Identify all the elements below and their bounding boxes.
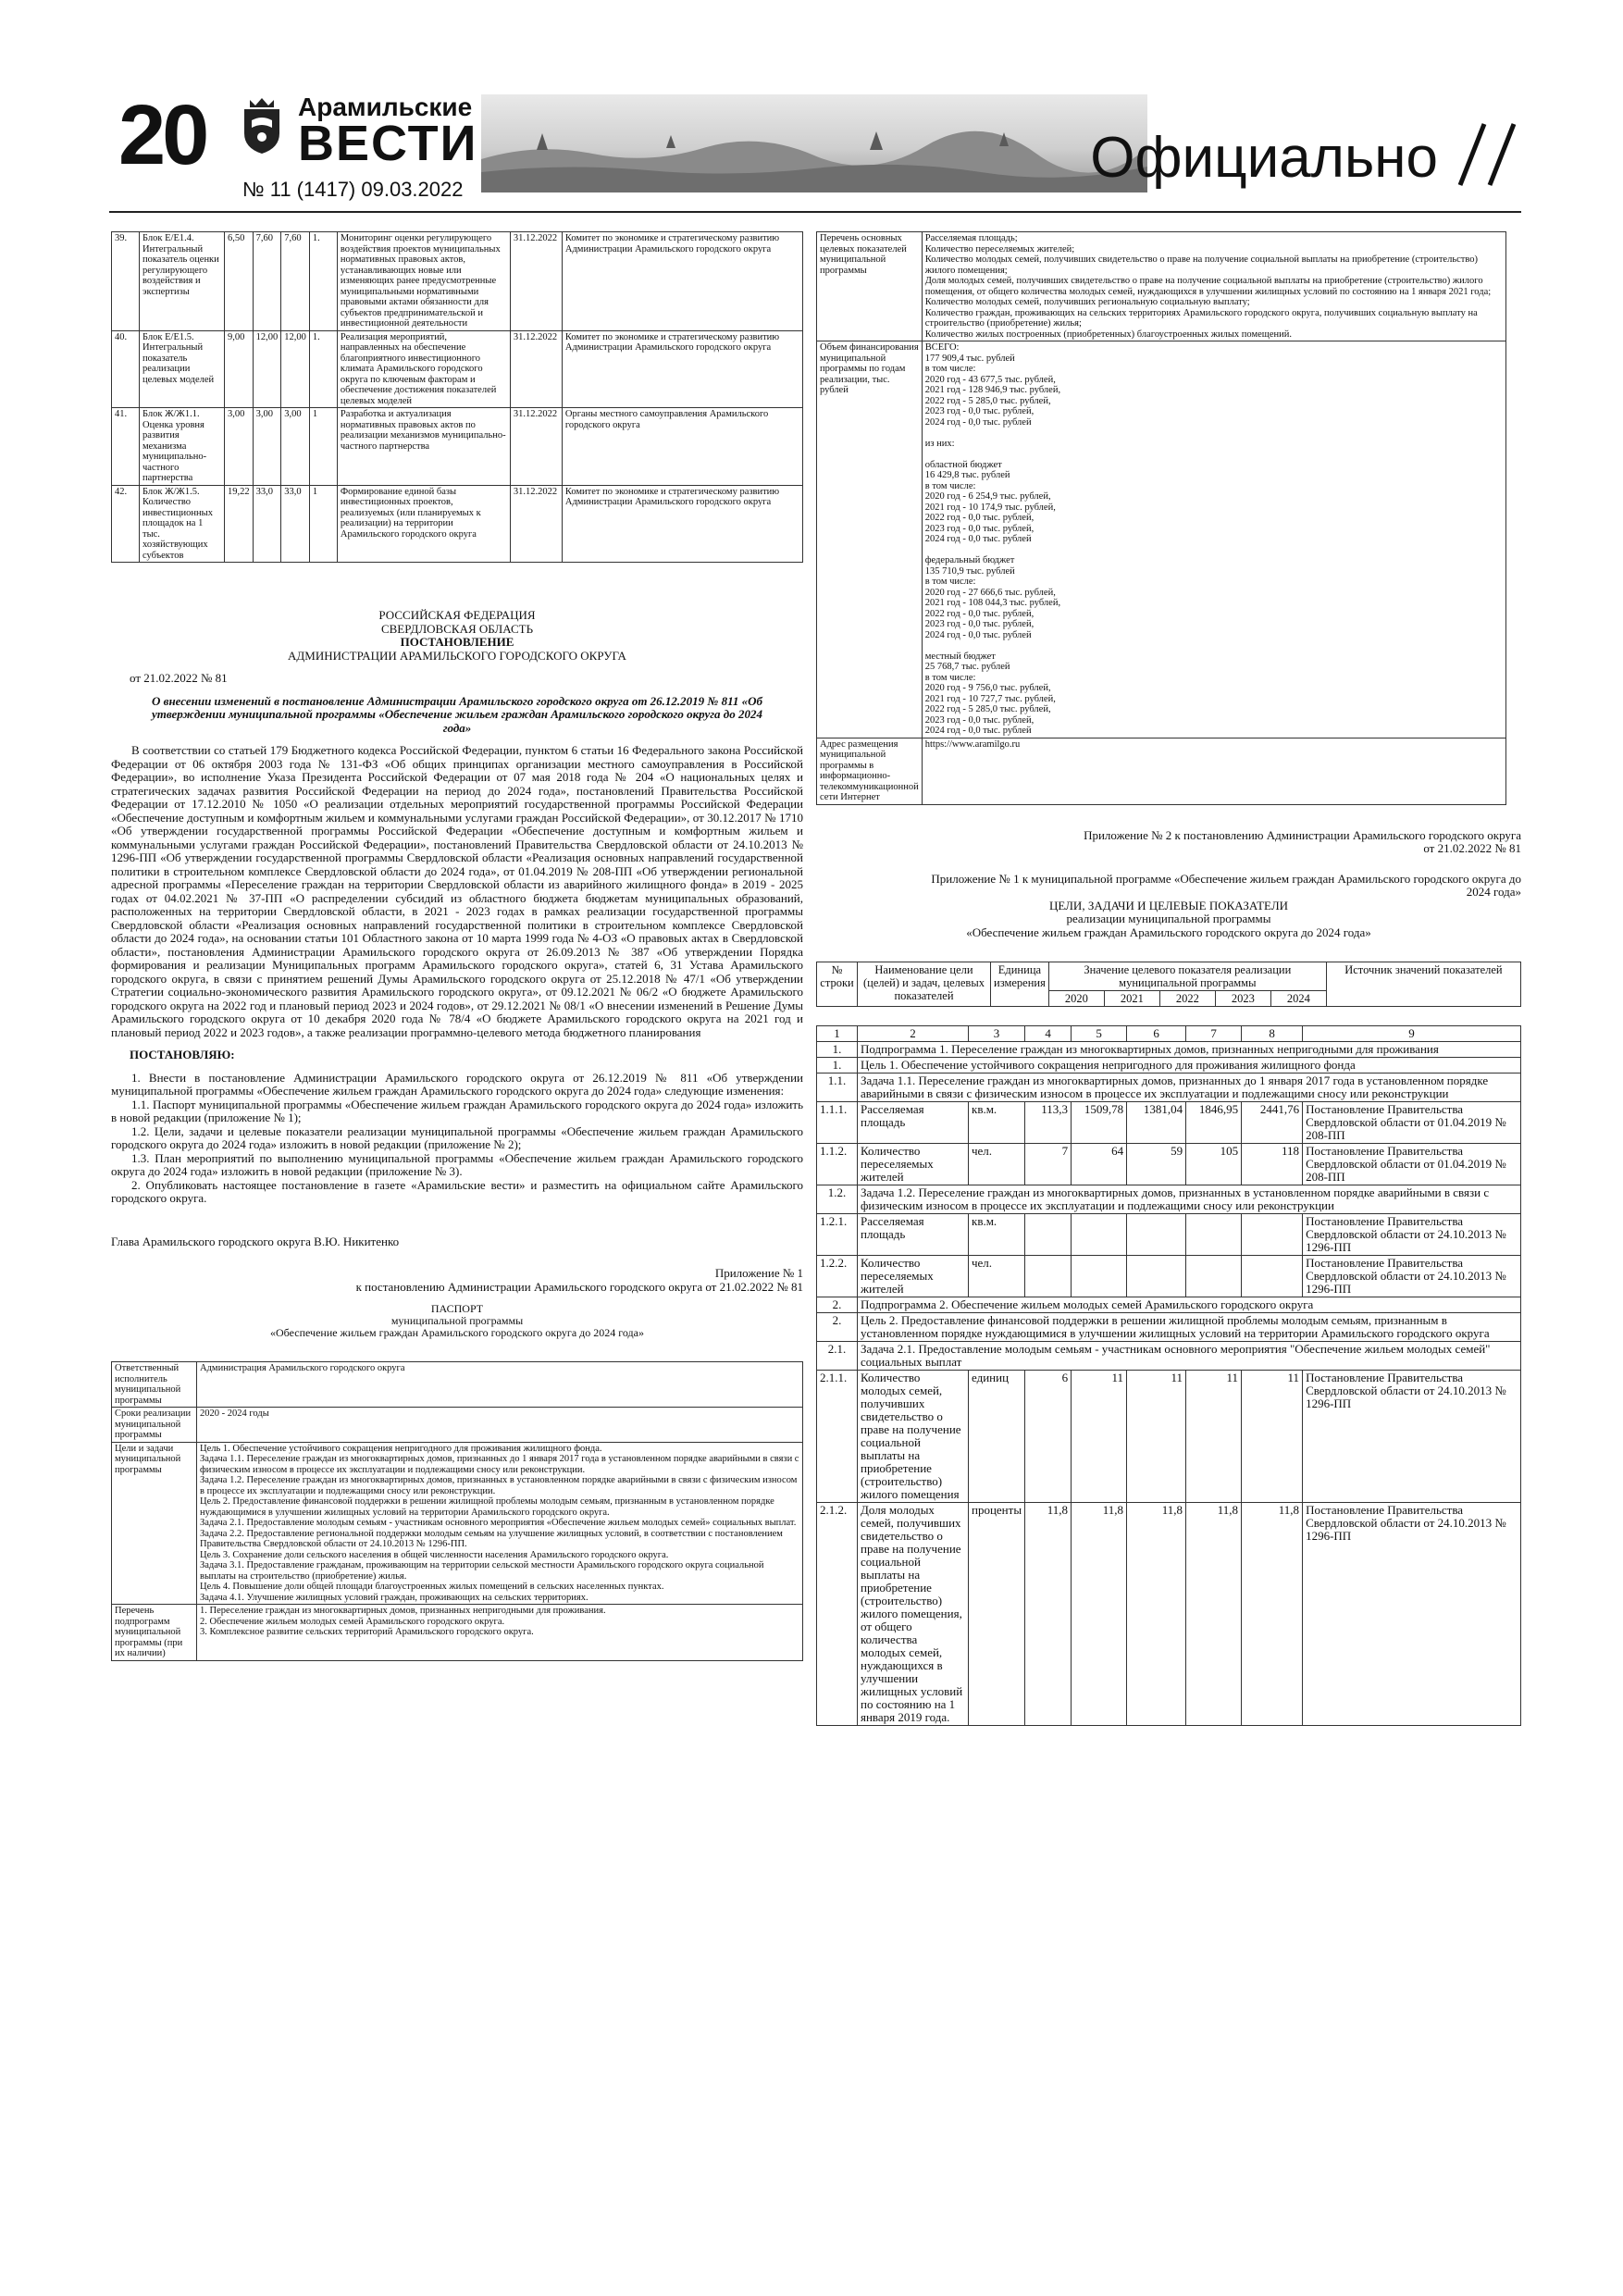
decree-title: О внесении изменений в постановление Администрации Арамильского городского округа от 26.12.2019 № 811 «Об утверждении муниципальной программы «Обеспечение жильем граждан Арамильского городского округа до 2024 года» [151, 693, 763, 735]
header-divider [109, 211, 1521, 213]
passport-label: Перечень основных целевых показателей муниципальной программы [817, 232, 923, 341]
table-row [817, 1371, 1521, 1503]
passport-label: Объем финансирования муниципальной программы по годам реализации, тыс. рублей [817, 341, 923, 738]
table-row [817, 1256, 1521, 1297]
table-row [817, 738, 1506, 804]
value-2022: 59 [1127, 1144, 1186, 1185]
value-2022: 1381,04 [1127, 1102, 1186, 1144]
decree-item: 1.2. Цели, задачи и целевые показатели реализации муниципальной программы «Обеспечение жильем граждан Арамильского городского округа до 2024 года» изложить в новой редакции (приложение № 2); [111, 1123, 803, 1151]
row-number: 1.2. [817, 1185, 858, 1214]
value-cell: 33,0 [253, 485, 281, 563]
table-row [817, 232, 1506, 341]
deadline: 31.12.2022 [510, 408, 562, 486]
section-text: Задача 1.2. Переселение граждан из многоквартирных домов, признанных в установленном порядке аварийными в связи с физическим износом в процессе их эксплуатации и подлежащими сносу или реконструкции [858, 1185, 1521, 1214]
indicator-name: Доля молодых семей, получивших свидетельство о праве на получение социальной выплаты на приобретение (строительство) жилого помещения, от общего количества молодых семей, нуждающихся в улучшении жилищных условий по состоянию на 1 января 2019 года. [858, 1503, 969, 1726]
indicator-source: Постановление Правительства Свердловской области от 24.10.2013 № 1296-ПП [1303, 1214, 1521, 1256]
value-2024: 2441,76 [1242, 1102, 1303, 1144]
measure-text: Реализация мероприятий, направленных на обеспечение благоприятного инвестиционного климата Арамильского городского округа по ключевым факторам и обеспечение достижения показателей целевых моделей [337, 330, 510, 408]
row-number: 2. [817, 1313, 858, 1342]
value-2023 [1186, 1256, 1242, 1297]
goals-title-1: ЦЕЛИ, ЗАДАЧИ И ЦЕЛЕВЫЕ ПОКАЗАТЕЛИ [1048, 898, 1289, 912]
goals-table [816, 1025, 1521, 1726]
indicator-name: Количество молодых семей, получивших свидетельство о праве на получение социальной выплаты на приобретение (строительство) жилого помещения [858, 1371, 969, 1503]
passport-title-1: ПАСПОРТ [430, 1302, 484, 1315]
indicator-unit: проценты [969, 1503, 1025, 1726]
value-cell: 9,00 [225, 330, 254, 408]
section-text: Задача 1.1. Переселение граждан из многоквартирных домов, признанных до 1 января 2017 года в установленном порядке аварийными в связи с физическим износом в процессе их эксплуатации и подлежащими сносу или реконструкции [858, 1074, 1521, 1102]
value-2024 [1242, 1256, 1303, 1297]
value-2022 [1127, 1256, 1186, 1297]
table-row [817, 1144, 1521, 1185]
passport-label: Перечень подпрограмм муниципальной программы (при их наличии) [112, 1605, 197, 1661]
landscape-photo [481, 94, 1147, 192]
responsible: Комитет по экономике и стратегическому развитию Администрации Арамильского городского округа [562, 232, 802, 331]
value-cell: 12,00 [253, 330, 281, 408]
value-cell: 3,00 [225, 408, 254, 486]
column-number: 9 [1303, 1026, 1521, 1042]
passport-value: Цель 1. Обеспечение устойчивого сокращения непригодного для проживания жилищного фонда. Задача 1.1. Переселение граждан из многоквартирных домов, признанных до 1 января 2017 года в установленном порядке аварийными в связи с физическим износом в процессе их эксплуатации и подлежащими сносу или реконструкции. Задача 1.2. Переселение граждан из многоквартирных домов, признанных в установленном порядке аварийными в связи с физическим износом в процессе их эксплуатации и подлежащими сносу или реконструкции. Цель 2. Предоставление финансовой поддержки в решении жилищной проблемы молодым семьям, признанным в установленном порядке нуждающимися в улучшении жилищных условий на территории Арамильского городского округа. Задача 2.1. Предоставление молодым семьям - участникам основного мероприятия «Обеспечение жильем молодых семей» социальных выплат. Задача 2.2. Предоставление региональной поддержки молодым семьям на улучшение жилищных условий, в соответствии с постановлением Правительства Свердловской области от 24.10.2013 № 1296-ПП. Цель 3. Сохранение доли сельского населения в общей численности населения Арамильского городского округа. Задача 3.1. Предоставление гражданам, проживающим на территории сельской местности Арамильского городского округа социальной выплаты на строительство (приобретение) жилья. Цель 4. Повышение доли общей площади благоустроенных жилых помещений в сельских населенных пунктах. Задача 4.1. Улучшение жилищных условий граждан, проживающих на сельских территориях. [197, 1442, 803, 1605]
value-cell: 19,22 [225, 485, 254, 563]
col-header-source: Источник значений показателей [1326, 962, 1520, 1007]
passport-label: Адрес размещения муниципальной программы в информационно-телекоммуникационной сети Интернет [817, 738, 923, 804]
value-2023: 11 [1186, 1371, 1242, 1503]
indicator-name: Блок Ж/Ж1.5. Количество инвестиционных площадок на 1 тыс. хозяйствующих субъектов [140, 485, 225, 563]
value-2023: 105 [1186, 1144, 1242, 1185]
appendix1-line2: к постановлению Администрации Арамильского городского округа от 21.02.2022 № 81 [355, 1279, 803, 1294]
value-2021: 11,8 [1072, 1503, 1127, 1726]
measure-number: 1 [309, 408, 337, 486]
decree-header [111, 609, 803, 663]
decree-item: 1.1. Паспорт муниципальной программы «Обеспечение жильем граждан Арамильского городского округа до 2024 года» изложить в новой редакции (приложение № 1); [111, 1097, 803, 1124]
value-cell: 7,60 [281, 232, 310, 331]
decree-region: СВЕРДЛОВСКАЯ ОБЛАСТЬ [380, 621, 534, 636]
passport-table [111, 1361, 803, 1661]
indicator-source: Постановление Правительства Свердловской области от 01.04.2019 № 208-ПП [1303, 1102, 1521, 1144]
value-2020: 7 [1025, 1144, 1072, 1185]
masthead [109, 88, 1521, 204]
deadline: 31.12.2022 [510, 330, 562, 408]
issue-number: № 11 (1417) 09.03.2022 [242, 178, 464, 201]
appendix2-line1: Приложение № 2 к постановлению Администрации Арамильского городского округа [1084, 827, 1521, 842]
row-number: 1.1.2. [817, 1144, 858, 1185]
value-cell: 7,60 [253, 232, 281, 331]
goals-header-table [816, 962, 1521, 1007]
deadline: 31.12.2022 [510, 485, 562, 563]
column-number: 2 [858, 1026, 969, 1042]
indicator-source: Постановление Правительства Свердловской области от 24.10.2013 № 1296-ПП [1303, 1503, 1521, 1726]
value-2022: 11,8 [1127, 1503, 1186, 1726]
table-row [112, 1605, 803, 1661]
section-row [817, 1058, 1521, 1074]
value-2021: 11 [1072, 1371, 1127, 1503]
value-2020: 6 [1025, 1371, 1072, 1503]
section-row [817, 1185, 1521, 1214]
value-2021: 64 [1072, 1144, 1127, 1185]
indicator-unit: кв.м. [969, 1102, 1025, 1144]
row-number: 1.1.1. [817, 1102, 858, 1144]
decree-authority: АДМИНИСТРАЦИИ АРАМИЛЬСКОГО ГОРОДСКОГО ОКРУГА [288, 648, 626, 663]
row-number: 1.2.1. [817, 1214, 858, 1256]
table-row [112, 1362, 803, 1408]
decree-date: от 21.02.2022 № 81 [130, 671, 228, 685]
indicator-name: Расселяемая площадь [858, 1102, 969, 1144]
right-column [816, 231, 1521, 1726]
column-number: 3 [969, 1026, 1025, 1042]
value-2024: 11,8 [1242, 1503, 1303, 1726]
passport-label: Цели и задачи муниципальной программы [112, 1442, 197, 1605]
section-text: Подпрограмма 1. Переселение граждан из многоквартирных домов, признанных непригодными для проживания [858, 1042, 1521, 1058]
goals-title-3: «Обеспечение жильем граждан Арамильского городского округа до 2024 года» [966, 925, 1371, 939]
passport-value: Администрация Арамильского городского округа [197, 1362, 803, 1408]
row-number: 2.1.1. [817, 1371, 858, 1503]
appendix2-line3: Приложение № 1 к муниципальной программе «Обеспечение жильем граждан Арамильского городского округа до 2024 года» [931, 871, 1521, 899]
row-number: 1. [817, 1042, 858, 1058]
section-row [817, 1342, 1521, 1371]
column-number-row [817, 1026, 1521, 1042]
value-2020 [1025, 1214, 1072, 1256]
indicator-unit: единиц [969, 1371, 1025, 1503]
value-2024 [1242, 1214, 1303, 1256]
row-number: 2.1. [817, 1342, 858, 1371]
table-row [817, 1214, 1521, 1256]
value-2021 [1072, 1214, 1127, 1256]
table-row [817, 1503, 1521, 1726]
row-number: 39. [112, 232, 140, 331]
measure-number: 1 [309, 485, 337, 563]
col-header-year: 2022 [1159, 991, 1215, 1007]
passport-title-2: муниципальной программы [390, 1314, 524, 1327]
row-number: 1.2.2. [817, 1256, 858, 1297]
section-row [817, 1074, 1521, 1102]
section-title: Официально [1090, 126, 1438, 190]
value-2023 [1186, 1214, 1242, 1256]
responsible: Комитет по экономике и стратегическому развитию Администрации Арамильского городского округа [562, 485, 802, 563]
decree-preamble: В соответствии со статьей 179 Бюджетного кодекса Российской Федерации, пунктом 6 статьи 16 Федерального закона Российской Федерации от 06 октября 2003 года № 131-ФЗ «Об общих принципах организации местного самоуправления в Российской Федерации», во исполнение Указа Президента Российской Федерации от 07 мая 2018 года № 204 «О национальных целях и стратегических задачах развития Российской Федерации на период до 2024 года», постановлений Правительства Российской Федерации от 17.12.2010 № 1050 «О реализации отдельных мероприятий государственной программы Российской Федерации «Обеспечение доступным и комфортным жильем и коммунальными услугами граждан Российской Федерации», от 30.12.2017 № 1710 «Об утверждении государственной программы Российской Федерации «Обеспечение доступным и комфортным жильем и коммунальными услугами граждан Российской Федерации», постановлений Правительства Свердловской области от 24.10.2013 № 1296-ПП «Об утверждении государственной программы Свердловской области «Реализация основных направлений государственной политики в строительном комплексе Свердловской области до 2024 года», от 01.04.2019 № 208-ПП «Об утверждении региональной адресной программы «Переселение граждан на территории Свердловской области из аварийного жилищного фонда» в 2019 - 2025 годах от 04.02.2021 № 37-ПП «О распределении субсидий из областного бюджета бюджетам муниципальных образований, расположенных на территории Свердловской области, в 2021 - 2023 годах в рамках реализации государственной программы Свердловской области «Реализация основных направлений государственной политики в строительном комплексе Свердловской области до 2024 года», на основании статьи 101 Областного закона от 10 марта 1999 года № 4-ОЗ «О правовых актах в Свердловской области», постановления Администрации Арамильского городского округа от 26.09.2013 № 387 «Об утверждении Порядка формирования и реализации Муниципальных программ Арамильского городского округа», статей 6, 31 Устава Арамильского городского округа, в связи с принятием решений Думы Арамильского городского округа от 25.12.2018 № 47/1 «Об утверждении Стратегии социально-экономического развития Арамильского городского округа», от 09.12.2021 № 06/2 «О бюджете Арамильского городского округа на 2022 год и плановый период 2023 и 2024 годов», от 29.12.2021 № 08/1 «О внесении изменений в Решение Думы Арамильского городского округа от 10 декабря 2020 года № 78/4 «О бюджете Арамильского городского округа на 2021 год и плановый период 2022 и 2023 годов», а также реализации программно-целевого метода бюджетного планирования [111, 743, 803, 1039]
col-header-number: № строки [817, 962, 858, 1007]
measure-text: Формирование единой базы инвестиционных проектов, реализуемых (или планируемых к реализации) на территории Арамильского городского округа [337, 485, 510, 563]
row-number: 41. [112, 408, 140, 486]
value-cell: 3,00 [281, 408, 310, 486]
table-row [112, 485, 803, 563]
measure-text: Мониторинг оценки регулирующего воздействия проектов муниципальных нормативных правовых актов, устанавливающих новые или изменяющих ранее предусмотренные муниципальными нормативными правовыми актами обязанности для субъектов предпринимательской и инвестиционной деятельности [337, 232, 510, 331]
passport-value: 1. Переселение граждан из многоквартирных домов, признанных непригодными для проживания. 2. Обеспечение жильем молодых семей Арамильского городского округа. 3. Комплексное развитие сельских территорий Арамильского городского округа. [197, 1605, 803, 1661]
row-number: 40. [112, 330, 140, 408]
investment-measures-table [111, 231, 803, 563]
indicator-source: Постановление Правительства Свердловской области от 24.10.2013 № 1296-ПП [1303, 1371, 1521, 1503]
responsible: Комитет по экономике и стратегическому развитию Администрации Арамильского городского округа [562, 330, 802, 408]
measure-number: 1. [309, 232, 337, 331]
column-number: 6 [1127, 1026, 1186, 1042]
decree-type: ПОСТАНОВЛЕНИЕ [400, 635, 514, 649]
passport-value: Расселяемая площадь; Количество переселяемых жителей; Количество молодых семей, получивших свидетельство о праве на получение социальной выплаты на приобретение (строительство) жилого помещения; Доля молодых семей, получивших свидетельство о праве на получение социальной выплаты на приобретение (строительство) жилого помещения, от общего количества молодых семей, нуждающихся в улучшении жилищных условий по состоянию на 1 января 2021 года; Количество молодых семей, получивших региональную социальную выплату; Количество граждан, проживающих на сельских территориях Арамильского городского округа, получивших социальную выплату на строительство (приобретение) жилья; Количество жилых построенных (приобретенных) благоустроенных жилых помещений. [922, 232, 1505, 341]
row-number: 2.1.2. [817, 1503, 858, 1726]
indicator-name: Блок Ж/Ж1.1. Оценка уровня развития механизма муниципально-частного партнерства [140, 408, 225, 486]
measure-text: Разработка и актуализация нормативных правовых актов по реализации механизмов муниципально-частного партнерства [337, 408, 510, 486]
left-column [111, 231, 803, 1661]
page-number: 20 [118, 88, 206, 182]
newspaper-name [298, 93, 478, 171]
value-2022 [1127, 1214, 1186, 1256]
indicator-name: Расселяемая площадь [858, 1214, 969, 1256]
table-row [817, 341, 1506, 738]
value-cell: 33,0 [281, 485, 310, 563]
decree-signature: Глава Арамильского городского округа В.Ю. Никитенко [111, 1234, 400, 1248]
indicator-source: Постановление Правительства Свердловской области от 24.10.2013 № 1296-ПП [1303, 1256, 1521, 1297]
section-text: Задача 2.1. Предоставление молодым семьям - участникам основного мероприятия "Обеспечение жильем молодых семей" социальных выплат [858, 1342, 1521, 1371]
table-row [112, 1408, 803, 1443]
value-2021: 1509,78 [1072, 1102, 1127, 1144]
newspaper-name-top: Арамильские [298, 93, 473, 121]
value-2020: 113,3 [1025, 1102, 1072, 1144]
city-crest-icon [239, 96, 285, 155]
table-row [112, 232, 803, 331]
passport-label: Ответственный исполнитель муниципальной программы [112, 1362, 197, 1408]
decree-item: 2. Опубликовать настоящее постановление в газете «Арамильские вести» и разместить на официальном сайте Арамильского городского округа. [111, 1177, 803, 1205]
value-2022: 11 [1127, 1371, 1186, 1503]
table-row [112, 330, 803, 408]
appendix1-line1: Приложение № 1 [714, 1266, 803, 1280]
passport-value: ВСЕГО: 177 909,4 тыс. рублей в том числе: 2020 год - 43 677,5 тыс. рублей, 2021 год - 128 946,9 тыс. рублей, 2022 год - 5 285,0 тыс. рублей, 2023 год - 0,0 тыс. рублей, 2024 год - 0,0 тыс. рублей из них: областной бюджет 16 429,8 тыс. рублей в том числе: 2020 год - 6 254,9 тыс. рублей, 2021 год - 10 174,9 тыс. рублей, 2022 год - 0,0 тыс. рублей, 2023 год - 0,0 тыс. рублей, 2024 год - 0,0 тыс. рублей федеральный бюджет 135 710,9 тыс. рублей в том числе: 2020 год - 27 666,6 тыс. рублей, 2021 год - 108 044,3 тыс. рублей, 2022 год - 0,0 тыс. рублей, 2023 год - 0,0 тыс. рублей, 2024 год - 0,0 тыс. рублей местный бюджет 25 768,7 тыс. рублей в том числе: 2020 год - 9 756,0 тыс. рублей, 2021 год - 10 727,7 тыс. рублей, 2022 год - 5 285,0 тыс. рублей, 2023 год - 0,0 тыс. рублей, 2024 год - 0,0 тыс. рублей [922, 341, 1505, 738]
col-header-year: 2024 [1270, 991, 1326, 1007]
newspaper-name-bottom: ВЕСТИ [298, 116, 478, 171]
column-number: 7 [1186, 1026, 1242, 1042]
value-2021 [1072, 1256, 1127, 1297]
value-cell: 3,00 [253, 408, 281, 486]
section-text: Подпрограмма 2. Обеспечение жильем молодых семей Арамильского городского округа [858, 1297, 1521, 1313]
indicator-name: Блок Е/Е1.5. Интегральный показатель реализации целевых моделей [140, 330, 225, 408]
indicator-source: Постановление Правительства Свердловской области от 01.04.2019 № 208-ПП [1303, 1144, 1521, 1185]
decree-country: РОССИЙСКАЯ ФЕДЕРАЦИЯ [378, 608, 536, 622]
table-row [112, 408, 803, 486]
measure-number: 1. [309, 330, 337, 408]
responsible: Органы местного самоуправления Арамильского городского округа [562, 408, 802, 486]
value-cell: 12,00 [281, 330, 310, 408]
column-number: 4 [1025, 1026, 1072, 1042]
passport-value: 2020 - 2024 годы [197, 1408, 803, 1443]
col-header-year: 2020 [1048, 991, 1104, 1007]
goals-title-2: реализации муниципальной программы [1066, 912, 1271, 925]
passport-title-3: «Обеспечение жильем граждан Арамильского городского округа до 2024 года» [270, 1326, 644, 1339]
row-number: 2. [817, 1297, 858, 1313]
section-row [817, 1313, 1521, 1342]
section-text: Цель 1. Обеспечение устойчивого сокращения непригодного для проживания жилищного фонда [858, 1058, 1521, 1074]
value-2020 [1025, 1256, 1072, 1297]
passport-title [111, 1303, 803, 1339]
indicator-name: Блок Е/Е1.4. Интегральный показатель оценки регулирующего воздействия и экспертизы [140, 232, 225, 331]
indicator-unit: чел. [969, 1256, 1025, 1297]
column-number: 5 [1072, 1026, 1127, 1042]
goals-title [816, 900, 1521, 940]
column-number: 1 [817, 1026, 858, 1042]
indicator-unit: чел. [969, 1144, 1025, 1185]
value-2023: 11,8 [1186, 1503, 1242, 1726]
decree-resolve: ПОСТАНОВЛЯЮ: [130, 1048, 235, 1061]
row-number: 42. [112, 485, 140, 563]
table-row [817, 1102, 1521, 1144]
passport-value: https://www.aramilgo.ru [922, 738, 1505, 804]
deadline: 31.12.2022 [510, 232, 562, 331]
value-cell: 6,50 [225, 232, 254, 331]
passport-table-continued [816, 231, 1506, 805]
section-row [817, 1042, 1521, 1058]
decree-item: 1.3. План мероприятий по выполнению муниципальной программы «Обеспечение жильем граждан Арамильского городского округа до 2024 года» изложить в новой редакции (приложение № 3). [111, 1150, 803, 1178]
row-number: 1. [817, 1058, 858, 1074]
passport-label: Сроки реализации муниципальной программы [112, 1408, 197, 1443]
value-2020: 11,8 [1025, 1503, 1072, 1726]
col-header-year: 2023 [1215, 991, 1270, 1007]
row-number: 1.1. [817, 1074, 858, 1102]
decree-item: 1. Внести в постановление Администрации Арамильского городского округа от 26.12.2019 № 811 «Об утверждении муниципальной программы «Обеспечение жильем граждан Арамильского городского округа до 2024 года» следующие изменения: [111, 1070, 803, 1098]
section-text: Цель 2. Предоставление финансовой поддержки в решении жилищной проблемы молодым семьям, признанным в установленном порядке нуждающимися в улучшении жилищных условий на территории Арамильского городского округа [858, 1313, 1521, 1342]
col-header-year: 2021 [1104, 991, 1159, 1007]
value-2023: 1846,95 [1186, 1102, 1242, 1144]
indicator-name: Количество переселяемых жителей [858, 1144, 969, 1185]
value-2024: 11 [1242, 1371, 1303, 1503]
col-header-unit: Единица измерения [991, 962, 1049, 1007]
indicator-name: Количество переселяемых жителей [858, 1256, 969, 1297]
double-slash-icon [1456, 120, 1521, 194]
table-header-row [817, 962, 1521, 991]
indicator-unit: кв.м. [969, 1214, 1025, 1256]
section-row [817, 1297, 1521, 1313]
column-number: 8 [1242, 1026, 1303, 1042]
table-row [112, 1442, 803, 1605]
landscape-photo-image [481, 94, 1147, 192]
appendix2-line2: от 21.02.2022 № 81 [1423, 841, 1521, 855]
col-header-name: Наименование цели (целей) и задач, целевых показателей [858, 962, 991, 1007]
value-2024: 118 [1242, 1144, 1303, 1185]
col-header-values: Значение целевого показателя реализации муниципальной программы [1048, 962, 1326, 991]
